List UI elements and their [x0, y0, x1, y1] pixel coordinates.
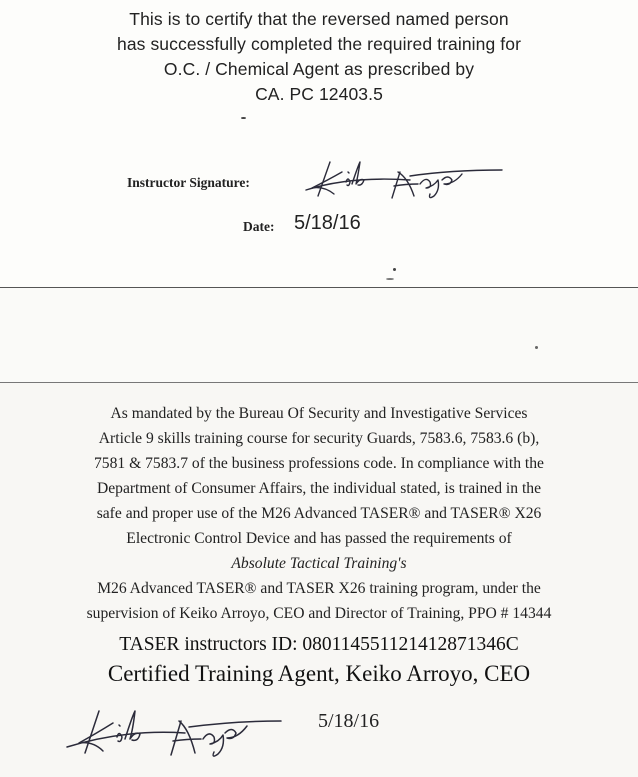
- mandate-line-9: supervision of Keiko Arroyo, CEO and Director of Training, PPO # 14344: [86, 605, 552, 622]
- mandate-line-2: Article 9 skills training course for security Guards, 7583.6, 7583.6 (b),: [98, 430, 540, 447]
- mandate-line-7: Absolute Tactical Training's: [231, 555, 407, 572]
- mandate-section: [0, 383, 638, 777]
- certificate-date: 5/18/16: [294, 212, 361, 234]
- mandate-line-5: safe and proper use of the M26 Advanced TASER® and TASER® X26: [96, 505, 542, 522]
- ink-speck: [535, 346, 538, 349]
- ink-speck: [393, 268, 396, 271]
- certify-line-3: O.C. / Chemical Agent as prescribed by: [163, 59, 475, 79]
- instructor-signature: [290, 150, 510, 205]
- agent-date: 5/18/16: [318, 710, 380, 732]
- certificate-section: [0, 0, 638, 287]
- certified-agent-line: Certified Training Agent, Keiko Arroyo, CEO: [107, 661, 531, 686]
- instructor-id-line: TASER instructors ID: 080114551121412871346C: [119, 634, 519, 655]
- mandate-line-4: Department of Consumer Affairs, the individual stated, is trained in the: [96, 480, 542, 497]
- certify-line-4: CA. PC 12403.5: [255, 84, 383, 104]
- mandate-line-8: M26 Advanced TASER® and TASER X26 training program, under the: [97, 580, 541, 597]
- blank-band: [0, 288, 638, 382]
- certify-line-1: This is to certify that the reversed named person: [129, 9, 509, 29]
- ink-speck: [241, 117, 246, 119]
- mandate-line-6: Electronic Control Device and has passed the requirements of: [126, 530, 512, 547]
- mandate-line-3: 7581 & 7583.7 of the business professions code. In compliance with the: [94, 455, 544, 472]
- date-label: Date:: [243, 219, 275, 234]
- mandate-line-1: As mandated by the Bureau Of Security and Investigative Services: [110, 405, 528, 422]
- instructor-signature-label: Instructor Signature:: [127, 175, 250, 190]
- certify-line-2: has successfully completed the required training for: [116, 34, 522, 54]
- ink-speck: [386, 278, 394, 280]
- agent-signature: [55, 693, 285, 763]
